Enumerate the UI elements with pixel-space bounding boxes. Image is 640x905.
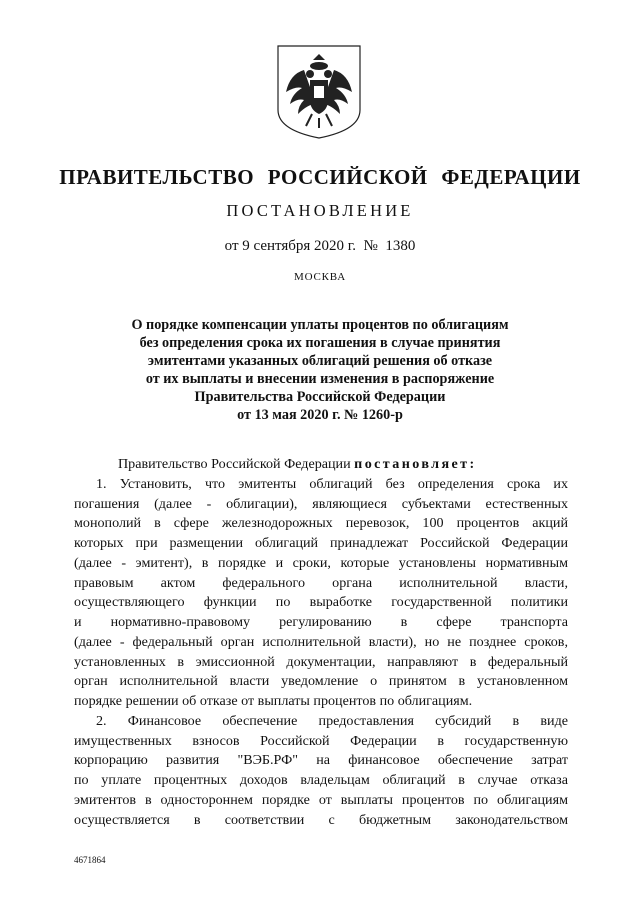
coat-of-arms-emblem bbox=[274, 44, 364, 140]
paragraph-1-line: и нормативно-правовому регулированию в сфере транспорта bbox=[74, 614, 568, 630]
document-body bbox=[74, 455, 568, 830]
paragraph-2-line: эмитентов в одностороннем порядке от выплаты процентов по облигациям bbox=[74, 791, 568, 808]
paragraph-1-line: осуществляющего функции по выработке государственной политики bbox=[74, 594, 568, 611]
heading-line: эмитентами указанных облигаций решения об отказе bbox=[147, 353, 493, 369]
government-title: ПРАВИТЕЛЬСТВО РОССИЙСКОЙ ФЕДЕРАЦИИ bbox=[59, 165, 581, 189]
coat-of-arms-icon bbox=[274, 44, 364, 140]
document-heading bbox=[100, 316, 540, 424]
paragraph-2-line: по уплате процентных доходов владельцам облигаций в случае отказа bbox=[74, 772, 568, 788]
heading-line: О порядке компенсации уплаты процентов по облигациям bbox=[131, 317, 509, 333]
paragraph-2-line: имущественных взносов Российской Федерации в государственную bbox=[74, 732, 568, 749]
paragraph-2-line: осуществляется в соответствии с бюджетным законодательством bbox=[74, 811, 568, 828]
heading-line: от 13 мая 2020 г. № 1260-р bbox=[237, 407, 403, 423]
heading-line: без определения срока их погашения в случае принятия bbox=[139, 335, 501, 351]
paragraph-1-line: правовым актом федерального органа исполнительной власти, bbox=[74, 574, 568, 591]
preamble-emphasis: постановляет: bbox=[354, 456, 477, 472]
document-code: 4671864 bbox=[74, 855, 106, 865]
heading-line: от их выплаты и внесении изменения в распоряжение bbox=[145, 371, 495, 387]
paragraph-1-line: (далее - федеральный орган исполнительной власти), но не позднее сроков, bbox=[74, 633, 568, 650]
paragraph-1-line: порядке решении об отказе от выплаты процентов по облигациям. bbox=[74, 693, 473, 709]
paragraph-1-line: (далее - эмитент), в порядке и сроки, которые установлены нормативным bbox=[74, 554, 568, 571]
paragraph-2-line: 2. Финансовое обеспечение предоставления субсидий в виде bbox=[96, 712, 568, 729]
paragraph-1-line: монополий в сфере железнодорожных перевозок, 100 процентов акций bbox=[74, 515, 568, 532]
paragraph-1-line: 1. Установить, что эмитенты облигаций без определения срока их bbox=[96, 475, 568, 492]
preamble bbox=[74, 455, 568, 475]
paragraph-1-line: погашения (далее - облигации), являющиеся субъектами естественных bbox=[74, 495, 568, 512]
paragraph-1-line: орган исполнительной власти уведомление о принятом в установленном bbox=[74, 673, 568, 690]
paragraph-1-line: установленных в эмиссионной документации, направляют в федеральный bbox=[74, 653, 568, 670]
paragraph-2-line: корпорацию развития "ВЭБ.РФ" на финансовое обеспечение затрат bbox=[74, 752, 568, 769]
preamble-text: Правительство Российской Федерации bbox=[118, 456, 355, 472]
document-city: МОСКВА bbox=[294, 271, 346, 283]
heading-line: Правительства Российской Федерации bbox=[194, 389, 446, 405]
paragraph-1-line: которых при размещении облигаций принадлежат Российской Федерации bbox=[74, 535, 568, 551]
document-date-number: от 9 сентября 2020 г. № 1380 bbox=[224, 238, 416, 254]
document-type: ПОСТАНОВЛЕНИЕ bbox=[226, 201, 414, 220]
